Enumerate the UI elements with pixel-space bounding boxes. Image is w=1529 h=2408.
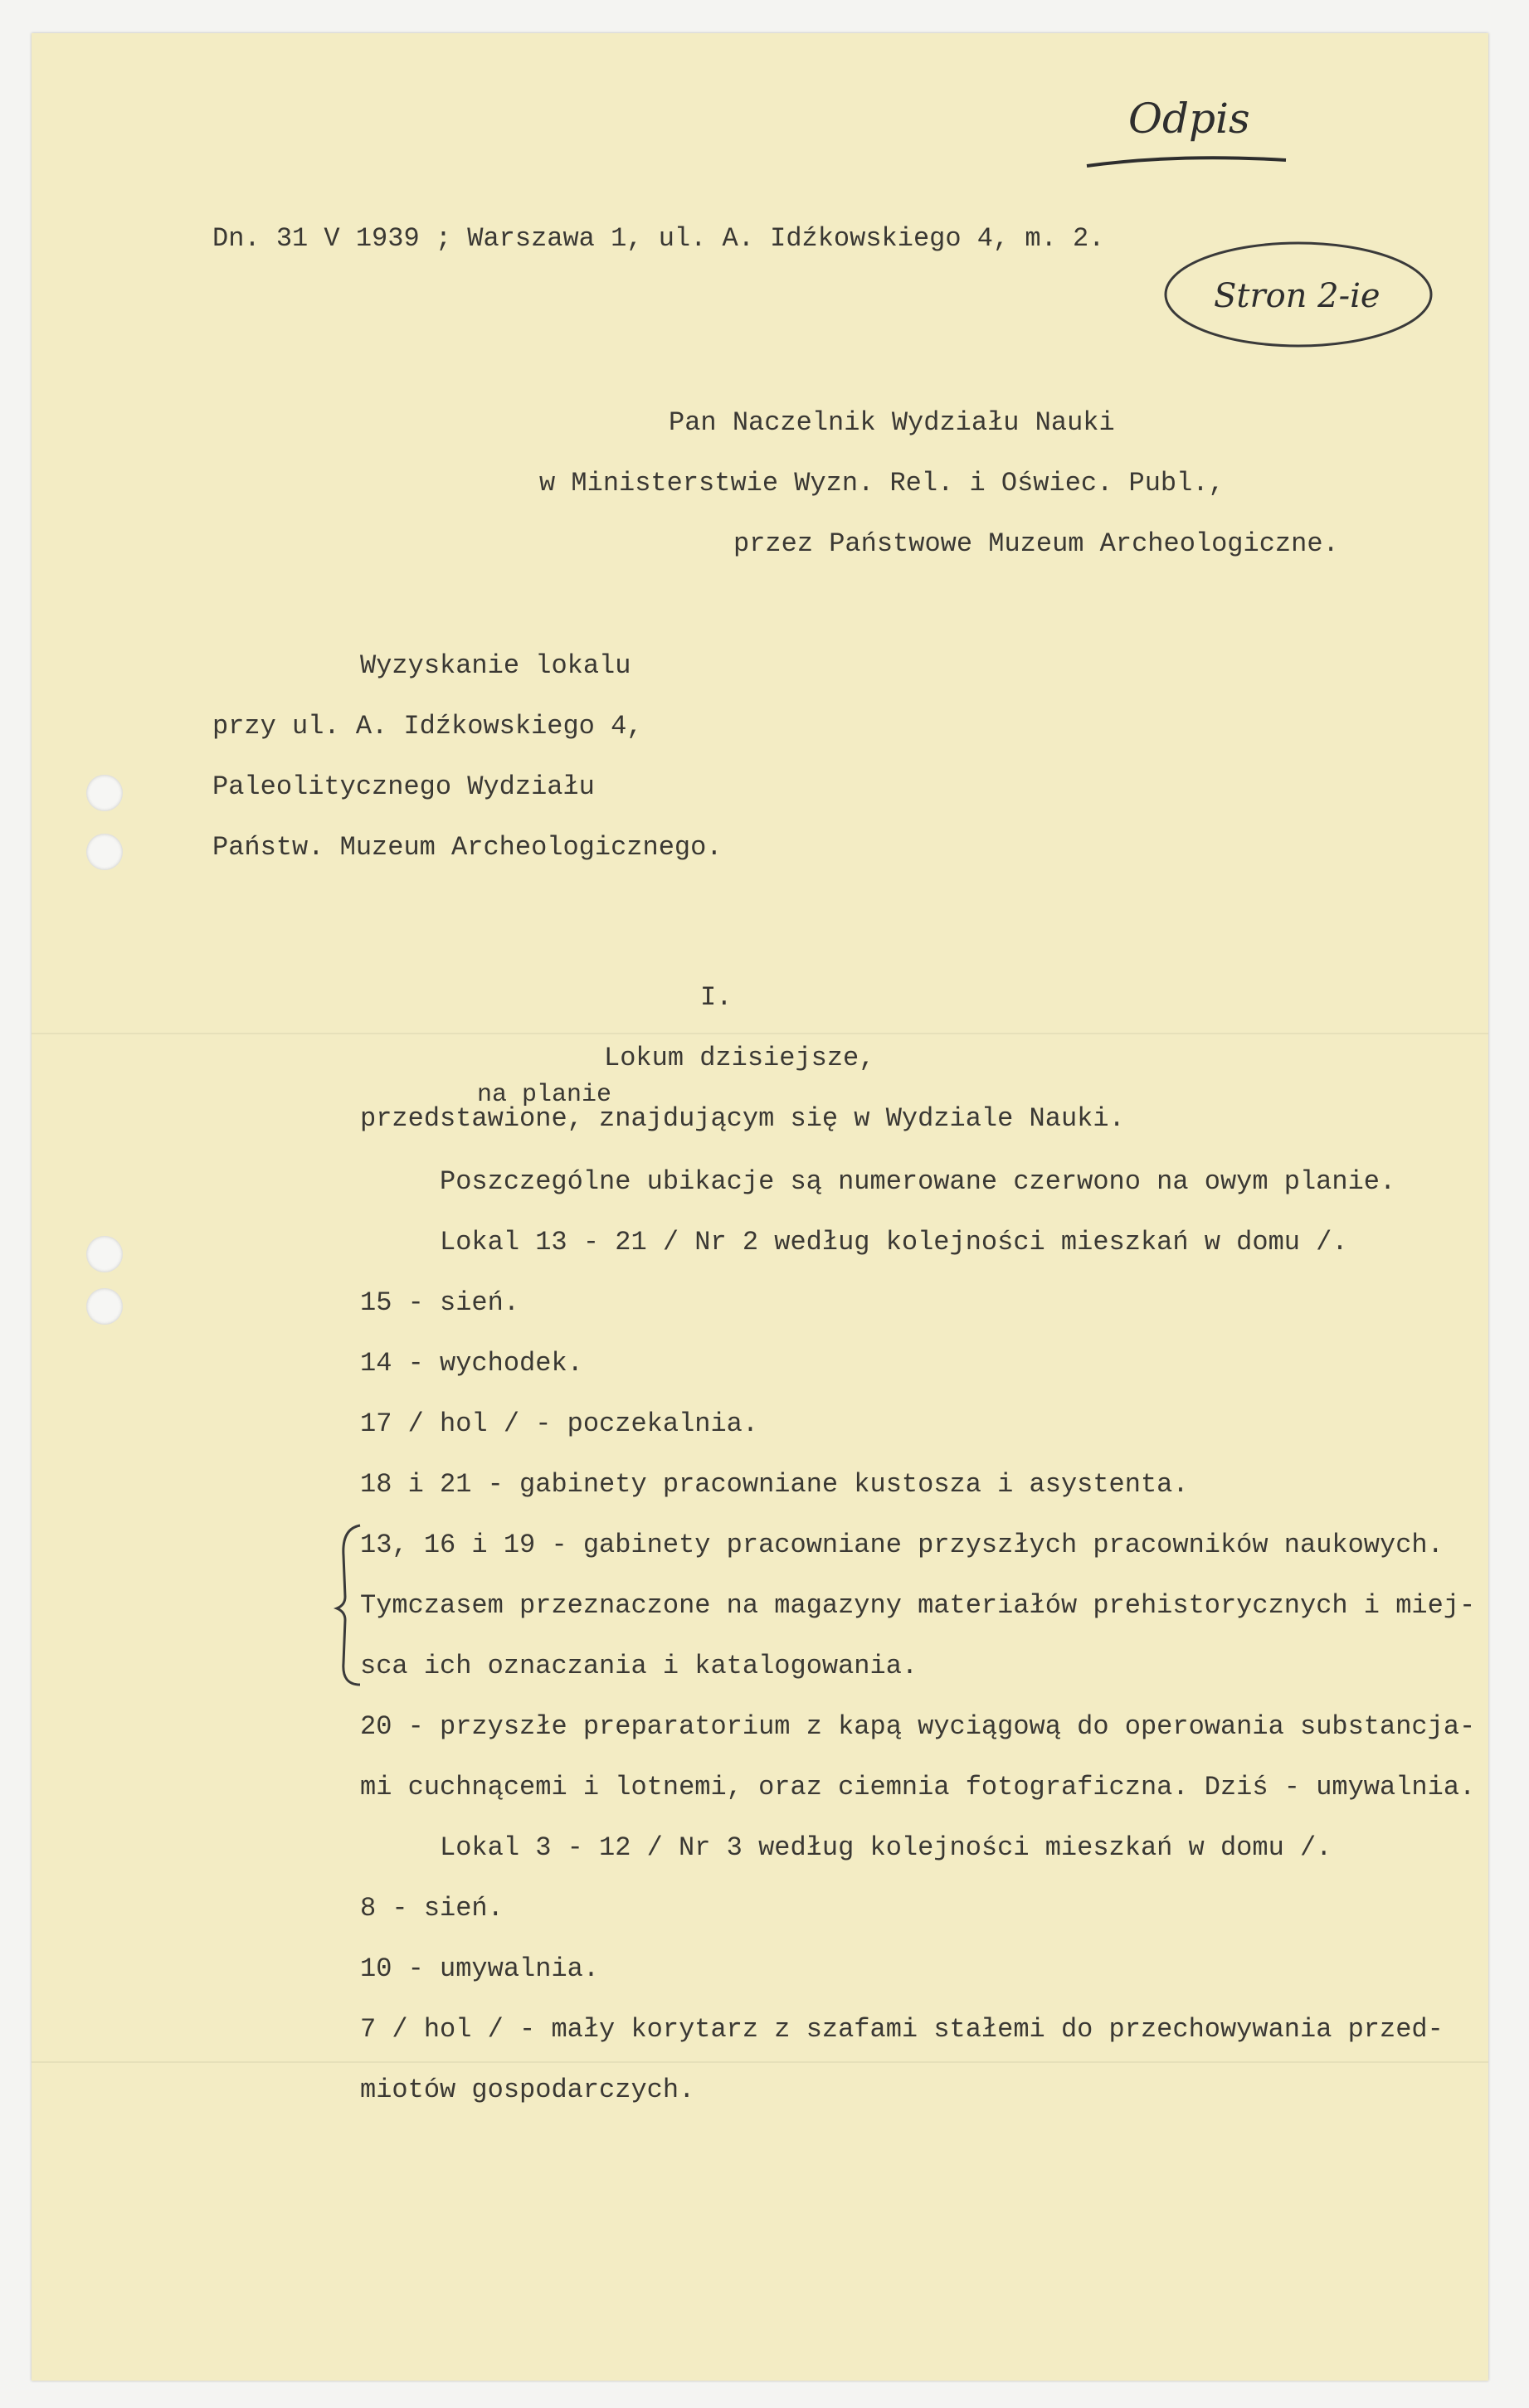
body-line: 10 - umywalnia. [360,1953,600,1984]
body-line: mi cuchnącemi i lotnemi, oraz ciemnia fotograficzna. Dziś - umywalnia. [360,1772,1476,1802]
body-line: 8 - sień. [360,1893,504,1924]
inserted-text: na planie [477,1081,612,1109]
punch-hole [86,1288,123,1325]
body-line: 7 / hol / - mały korytarz z szafami stałemi do przechowywania przed- [360,2014,1444,2045]
recipient-line: Pan Naczelnik Wydziału Nauki [669,407,1115,438]
punch-hole [86,1236,123,1272]
paper-crease [32,2061,1488,2063]
date-address-line: Dn. 31 V 1939 ; Warszawa 1, ul. A. Idźkowskiego 4, m. 2. [212,223,1105,254]
body-line: przedstawione, znajdującym się w Wydziale Nauki. [360,1103,1125,1134]
subject-line: przy ul. A. Idźkowskiego 4, [212,711,643,742]
body-line: miotów gospodarczych. [360,2075,695,2105]
handwritten-pages-text: Stron 2-ie [1214,277,1380,315]
recipient-line: przez Państwowe Muzeum Archeologiczne. [733,528,1339,559]
body-line: 13, 16 i 19 - gabinety pracowniane przyszłych pracowników naukowych. [360,1530,1444,1560]
handwritten-odpis-text: Odpis [1128,95,1250,143]
punch-hole [86,775,123,811]
paper-crease [32,1033,1488,1034]
body-line: Tymczasem przeznaczone na magazyny materiałów prehistorycznych i miej- [360,1590,1476,1621]
subject-line: Państw. Muzeum Archeologicznego. [212,832,723,863]
punch-hole [86,834,123,870]
recipient-line: w Ministerstwie Wyzn. Rel. i Oświec. Publ., [539,468,1225,499]
body-line: Lokal 3 - 12 / Nr 3 według kolejności mieszkań w domu /. [440,1832,1332,1863]
body-line: 17 / hol / - poczekalnia. [360,1408,759,1439]
subject-line: Wyzyskanie lokalu [360,650,631,681]
handwritten-odpis-mark [1079,87,1294,178]
body-line: Poszczególne ubikacje są numerowane czerwono na owym planie. [440,1166,1396,1197]
subject-line: Paleolitycznego Wydziału [212,771,595,802]
body-line: sca ich oznaczania i katalogowania. [360,1651,918,1681]
body-line: 20 - przyszłe preparatorium z kapą wyciągową do operowania substancja- [360,1711,1476,1742]
handwritten-pages-note [1157,232,1439,357]
body-line: 15 - sień. [360,1287,520,1318]
section-number: I. [700,982,733,1013]
body-line: 18 i 21 - gabinety pracowniane kustosza i asystenta. [360,1469,1189,1500]
section-heading: Lokum dzisiejsze, [604,1043,875,1073]
body-line: Lokal 13 - 21 / Nr 2 według kolejności mieszkań w domu /. [440,1227,1348,1258]
body-line: 14 - wychodek. [360,1348,583,1379]
handwritten-brace [332,1522,365,1688]
